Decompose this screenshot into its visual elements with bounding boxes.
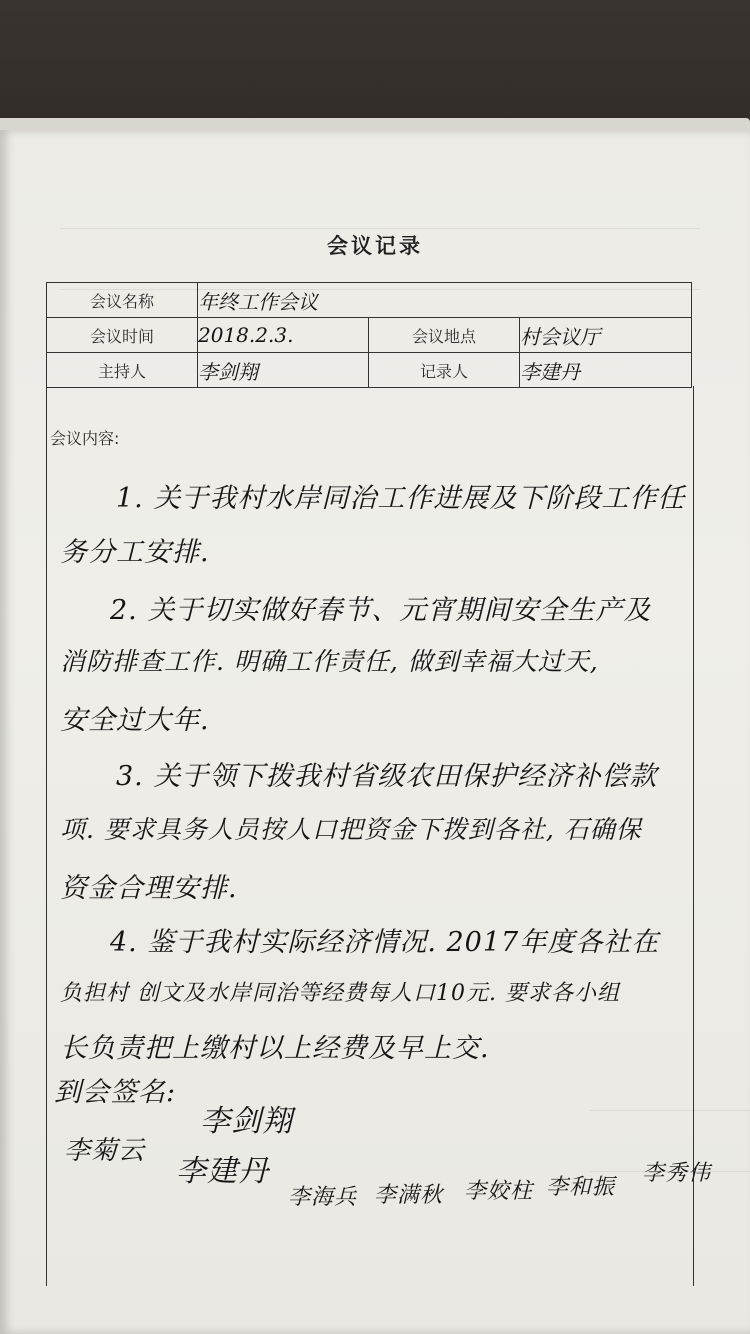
content-line: 务分工安排. <box>60 537 210 568</box>
content-line: 项. 要求具务人员按人口把资金下拨到各社, 石确保 <box>60 815 642 844</box>
meeting-info-table <box>46 282 692 388</box>
recorder-value: 李建丹 <box>520 353 692 388</box>
content-line: 4. 鉴于我村实际经济情况. 2017年度各社在 <box>110 927 660 958</box>
content-line: 安全过大年. <box>60 705 210 736</box>
content-line: 长负责把上缴村以上经费及早上交. <box>60 1033 490 1064</box>
meeting-time-label: 会议时间 <box>47 318 198 353</box>
signature-name: 李海兵 <box>288 1185 358 1210</box>
content-line: 消防排查工作. 明确工作责任, 做到幸福大过天, <box>60 647 599 676</box>
page-title: 会议记录 <box>327 233 423 258</box>
content-line: 1. 关于我村水岸同治工作进展及下阶段工作任 <box>116 483 686 514</box>
signature-name: 李姣柱 <box>464 1179 534 1204</box>
content-line: 资金合理安排. <box>60 873 238 904</box>
host-label: 主持人 <box>47 353 198 388</box>
meeting-name-value: 年终工作会议 <box>198 283 692 318</box>
signature-name: 李和振 <box>546 1175 616 1200</box>
content-label: 会议内容: <box>50 429 120 448</box>
signature-first: 李剑翔 <box>200 1104 293 1139</box>
signature-name: 李满秋 <box>374 1183 444 1208</box>
table-row <box>47 318 692 353</box>
recorder-label: 记录人 <box>369 353 520 388</box>
meeting-name-label: 会议名称 <box>47 283 198 318</box>
content-line: 2. 关于切实做好春节、元宵期间安全生产及 <box>110 595 652 626</box>
host-value: 李剑翔 <box>198 353 369 388</box>
meeting-time-value: 2018.2.3. <box>198 318 369 353</box>
table-row <box>47 283 692 318</box>
signature-name: 李秀伟 <box>642 1161 712 1186</box>
signature-name: 李菊云 <box>64 1136 146 1166</box>
table-row <box>47 353 692 388</box>
content-line: 3. 关于领下拨我村省级农田保护经济补偿款 <box>116 761 658 792</box>
signatures-label: 到会签名: <box>54 1077 177 1108</box>
content-line: 负担村 创文及水岸同治等经费每人口10元. 要求各小组 <box>60 981 620 1006</box>
meeting-place-label: 会议地点 <box>369 318 520 353</box>
meeting-place-value: 村会议厅 <box>520 318 692 353</box>
notebook-page <box>0 130 750 1334</box>
signature-name: 李建丹 <box>176 1154 269 1189</box>
